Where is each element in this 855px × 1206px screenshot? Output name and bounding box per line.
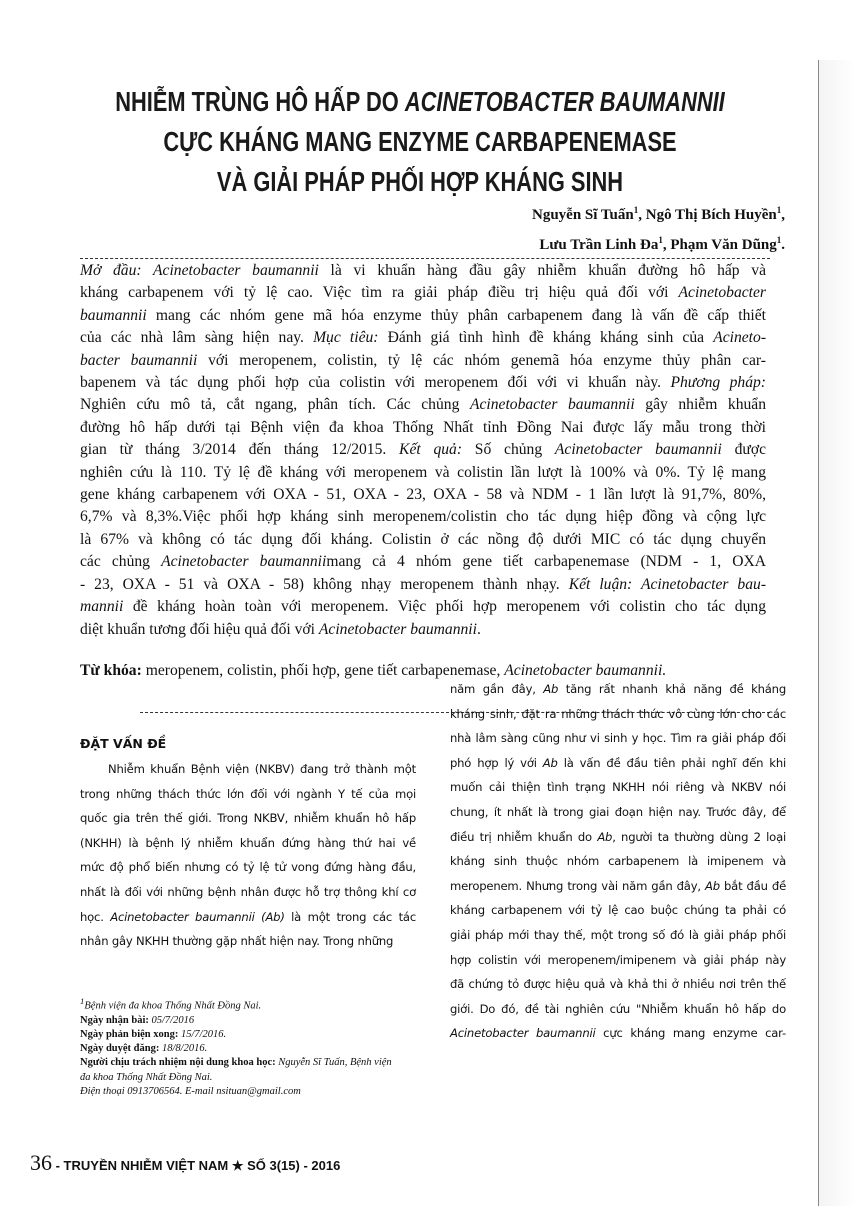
text-line	[80, 905, 416, 930]
text-line	[80, 551, 766, 573]
text-run: Phương pháp:	[670, 374, 766, 392]
article-title	[0, 82, 840, 202]
text-run: meropenem. Nhưng trong vài năm gần đây,	[450, 878, 705, 893]
text-line	[80, 1028, 392, 1042]
text-run: là một trong các tác	[284, 909, 416, 924]
text-line	[450, 972, 786, 997]
text-run: - 23, OXA - 51 và OXA - 58) không nhạy meropenem thành nhạy.	[80, 575, 569, 593]
text-line	[80, 994, 392, 1014]
text-line	[80, 327, 766, 349]
text-run: Nhiễm khuẩn Bệnh viện (NKBV) đang trở thành một	[108, 762, 416, 776]
text-run: bacter baumannii	[80, 351, 198, 369]
text-run: Acinetobacter baumannii	[554, 441, 722, 459]
text-run: 05/7/2016	[151, 1014, 195, 1026]
text-run: baumannii	[80, 306, 147, 324]
text-line	[450, 800, 786, 825]
text-run: phó hợp lý với	[450, 755, 543, 770]
text-run: Mở đầu: Acinetobacter baumannii	[80, 262, 319, 279]
text-line	[80, 1042, 392, 1056]
text-run: Acineto-	[713, 329, 767, 347]
text-run: Bệnh viện đa khoa Thống Nhất Đồng Nai.	[84, 1000, 262, 1012]
text-line	[80, 855, 416, 880]
text-line	[80, 394, 766, 416]
text-run: Mục tiêu:	[313, 329, 379, 347]
text-run: meropenem, colistin, phối hợp, gene tiết carbapenemase,	[141, 662, 505, 679]
text-run: gian từ tháng 3/2014 đến tháng 12/2015.	[80, 441, 400, 459]
text-run: Ngày nhận bài:	[80, 1014, 152, 1026]
text-run: Nghiên cứu mô tả, cắt ngang, phân tích. Các chủng	[80, 396, 470, 414]
text-line	[80, 529, 766, 551]
text-run[interactable]: Điện thoại 0913706564. E-mail nsituan@gmail.com	[80, 1085, 301, 1097]
text-line	[92, 122, 747, 162]
text-line	[80, 596, 766, 618]
text-run: nhà lâm sàng cũng như vi sinh y học. Tìm ra giải pháp đối	[450, 731, 786, 746]
text-line	[532, 198, 785, 228]
text-run: gene kháng carbapenem với OXA - 51, OXA - 23, OXA - 58 và NDM - 1 lần lượt là 91,7%, 80%,	[80, 486, 766, 504]
text-run: trong những thách thức lớn đối với ngành Y tế của mọi	[80, 786, 416, 801]
divider	[80, 258, 770, 259]
text-line	[80, 1056, 392, 1070]
text-run: ,	[781, 207, 785, 223]
text-line	[80, 831, 416, 856]
page-footer	[30, 1150, 340, 1176]
text-run: mang các nhóm gene mã hóa enzyme thủy phân carbapenem đang là vấn đề cấp thiết	[146, 306, 766, 324]
text-run: năm gần đây,	[450, 682, 544, 696]
text-run: 1	[633, 205, 639, 215]
text-line	[80, 439, 766, 461]
text-run: kháng carbapenem với tỷ lệ cao. Việc tìm ra giải pháp điều trị hiệu quả đối với	[80, 284, 679, 302]
text-run: Số chủng	[462, 441, 555, 459]
text-run: (NKHH) là bệnh lý nhiễm khuẩn đứng hàng thứ hai về	[80, 835, 416, 850]
text-line	[450, 948, 786, 973]
text-line	[450, 775, 786, 800]
text-run: với meropenem, colistin, tỷ lệ các nhóm genemã hóa enzyme thủy phân car-	[197, 351, 766, 369]
text-run: Nguyễn Sĩ Tuấn, Bệnh viện	[278, 1057, 392, 1069]
text-line	[450, 898, 786, 923]
text-run: , người ta thường dùng 2 loại	[612, 829, 786, 844]
text-line	[80, 506, 766, 528]
text-run: Ab	[597, 829, 613, 844]
text-run: .	[781, 237, 785, 253]
text-line	[92, 82, 747, 122]
left-column-text	[80, 757, 416, 954]
text-line	[80, 1085, 392, 1099]
text-run: hợp colistin với meropenem/imipenem và giải pháp này	[450, 952, 786, 967]
text-run: VÀ GIẢI PHÁP PHỐI HỢP KHÁNG SINH	[216, 166, 624, 197]
text-run: là vi khuẩn hàng đầu gây nhiễm khuẩn đường hô hấp và	[318, 262, 766, 279]
text-line	[450, 923, 786, 948]
text-run: , Phạm Văn Dũng	[662, 237, 777, 253]
text-run: Acinetobacter baumannii	[469, 396, 635, 414]
text-line	[450, 677, 786, 702]
text-run: 15/7/2016.	[180, 1028, 227, 1040]
text-run: muốn cải thiện tình trạng NKHH nói riêng và NKBV nói	[450, 780, 786, 795]
text-line	[80, 372, 766, 394]
author-list	[532, 198, 785, 258]
text-run: Ab	[543, 682, 559, 696]
text-run: 1	[80, 996, 85, 1006]
text-line	[92, 162, 747, 202]
text-run: 1	[658, 235, 663, 245]
text-run: đường hô hấp dưới tại Bệnh viện đa khoa Thống Nhất tỉnh Đồng Nai được lấy mẫu trong thời	[80, 418, 766, 436]
text-run: Ngày duyệt đăng:	[80, 1043, 162, 1055]
text-run: nhân gây NKHH thường gặp nhất hiện nay. Trong những	[80, 934, 394, 949]
right-column-text	[450, 677, 786, 1046]
text-run: đa khoa Thống Nhất Đồng Nai.	[80, 1071, 213, 1083]
text-run: kháng sinh thuộc nhóm carbapenem là imipenem và	[450, 854, 786, 869]
text-line	[80, 282, 766, 304]
text-run: quốc gia trên thế giới. Trong NKBV, nhiễm khuẩn hô hấp	[80, 811, 416, 826]
text-line	[450, 825, 786, 850]
text-line	[80, 1014, 392, 1028]
text-run: mang cả 4 nhóm gene tiết carbapenemase (NDM - 1, OXA	[326, 553, 766, 571]
text-line	[450, 874, 786, 899]
text-line	[80, 484, 766, 506]
text-line	[450, 751, 786, 776]
text-run: tăng rất nhanh khả năng đề kháng	[558, 682, 786, 696]
text-line	[80, 417, 766, 439]
text-run: CỰC KHÁNG MANG ENZYME CARBAPENEMASE	[163, 126, 677, 157]
text-run: mức độ phổ biến nhưng có tỷ lệ tử vong đứng hàng đầu,	[80, 860, 416, 875]
text-run: Acinetobacter	[678, 284, 766, 302]
adjacent-page-edge	[818, 60, 855, 1206]
text-run: học.	[80, 909, 111, 924]
text-run: ACINETOBACTER BAUMANNII	[404, 86, 725, 117]
text-line	[80, 260, 766, 282]
text-run: Người chịu trách nhiệm nội dung khoa học:	[80, 1057, 279, 1069]
text-run: điều trị nhiễm khuẩn do	[450, 829, 598, 844]
text-run: là vấn đề đầu tiên phải nghĩ đến khi	[557, 755, 786, 770]
text-run: Từ khóa:	[80, 662, 142, 679]
text-run: Kết quả:	[399, 441, 463, 459]
text-line	[532, 228, 785, 258]
text-run: nghiên cứu là 110. Tỷ lệ đề kháng với meropenem và colistin lần lượt là 100% và 0%. Tỷ lệ mang	[80, 463, 766, 481]
text-run: 1	[776, 205, 782, 215]
page-number: 36	[30, 1150, 52, 1175]
text-run: gây nhiễm khuẩn	[634, 396, 767, 414]
text-run: giới. Do đó, đề tài nghiên cứu "Nhiễm khuẩn hô hấp do	[450, 1001, 786, 1016]
text-run: mannii	[80, 598, 124, 616]
text-run: kháng sinh, đặt ra những thách thức vô cùng lớn cho các	[450, 706, 786, 721]
journal-name: - TRUYỀN NHIỄM VIỆT NAM ★ SỐ 3(15) - 2016	[52, 1158, 341, 1173]
text-line	[80, 574, 766, 596]
text-run: Acinetobacter baumannii (Ab)	[110, 909, 285, 924]
text-run: diệt khuẩn tương đối hiệu quả đối với	[80, 620, 319, 638]
text-run: bắt đầu đề	[719, 878, 786, 893]
text-line	[80, 462, 766, 484]
text-run: kháng carbapenem với tỷ lệ cao buộc chúng ta phải có	[450, 903, 786, 918]
text-run: Ab	[542, 755, 558, 770]
text-line	[80, 350, 766, 372]
text-run: các chủng	[80, 553, 162, 571]
text-run: , Ngô Thị Bích Huyền	[638, 207, 777, 223]
text-line	[80, 305, 766, 327]
text-line	[80, 782, 416, 807]
text-run: chung, ít nhất là trong giai đoạn hiện nay. Trước đây, để	[450, 804, 786, 819]
text-run: Lưu Trần Linh Đa	[539, 237, 659, 253]
text-run: là 67% và không có tác dụng đối kháng. Colistin ở các nồng độ dưới MIC có tác dụng chuyển	[80, 530, 766, 548]
text-line	[450, 997, 786, 1022]
text-run: Acinetobacter baumannii	[450, 1026, 596, 1041]
text-run: Acinetobacter baumannii.	[504, 662, 667, 679]
text-line	[450, 849, 786, 874]
text-run: nhất là đối với những bệnh nhân được hỗ trợ thông khí cơ	[80, 884, 416, 899]
text-line	[80, 757, 416, 782]
text-run: Ngày phản biện xong:	[80, 1028, 181, 1040]
text-line	[80, 880, 416, 905]
text-run: 18/8/2016.	[161, 1043, 208, 1055]
text-run: đã chứng tỏ được hiệu quả và khả thi ở nhiều nơi trên thế	[450, 977, 786, 992]
text-run: Ab	[705, 878, 720, 893]
text-run: 1	[776, 235, 782, 245]
text-run: cực kháng mang enzyme car-	[595, 1026, 786, 1041]
text-run: Kết luận: Acinetobacter bau-	[568, 575, 767, 593]
text-line	[80, 929, 416, 954]
text-run: giải pháp mới thay thế, một trong số đó là giải pháp phối	[450, 927, 786, 942]
text-run: của các nhà lâm sàng hiện nay.	[80, 329, 314, 347]
text-run: được	[721, 441, 766, 459]
text-line	[80, 619, 766, 641]
abstract	[80, 260, 766, 641]
text-run: Acinetobacter baumannii	[161, 553, 327, 571]
text-line	[80, 806, 416, 831]
footnotes	[80, 994, 392, 1099]
text-line	[450, 1021, 786, 1046]
text-line	[80, 1071, 392, 1085]
text-run: Đánh giá tình hình đề kháng kháng sinh của	[378, 329, 714, 347]
text-run: Nguyễn Sĩ Tuấn	[532, 207, 634, 223]
text-run: Acinetobacter baumannii	[318, 620, 477, 638]
text-run: đề kháng hoàn toàn với meropenem. Việc phối hợp meropenem với colistin cho tác dụng	[123, 598, 766, 616]
text-line	[450, 702, 786, 727]
text-run: NHIỄM TRÙNG HÔ HẤP DO	[115, 86, 405, 117]
text-run: 6,7% và 8,3%.Việc phối hợp kháng sinh meropenem/colistin cho tác dụng hiệp đồng và cộng lực	[80, 508, 766, 526]
text-run: bapenem và tác dụng phối hợp của colistin với meropenem đối với vi khuẩn này.	[80, 374, 671, 392]
text-run: .	[476, 620, 481, 638]
section-heading: ĐẶT VẤN ĐỀ	[80, 736, 167, 751]
text-line	[450, 726, 786, 751]
